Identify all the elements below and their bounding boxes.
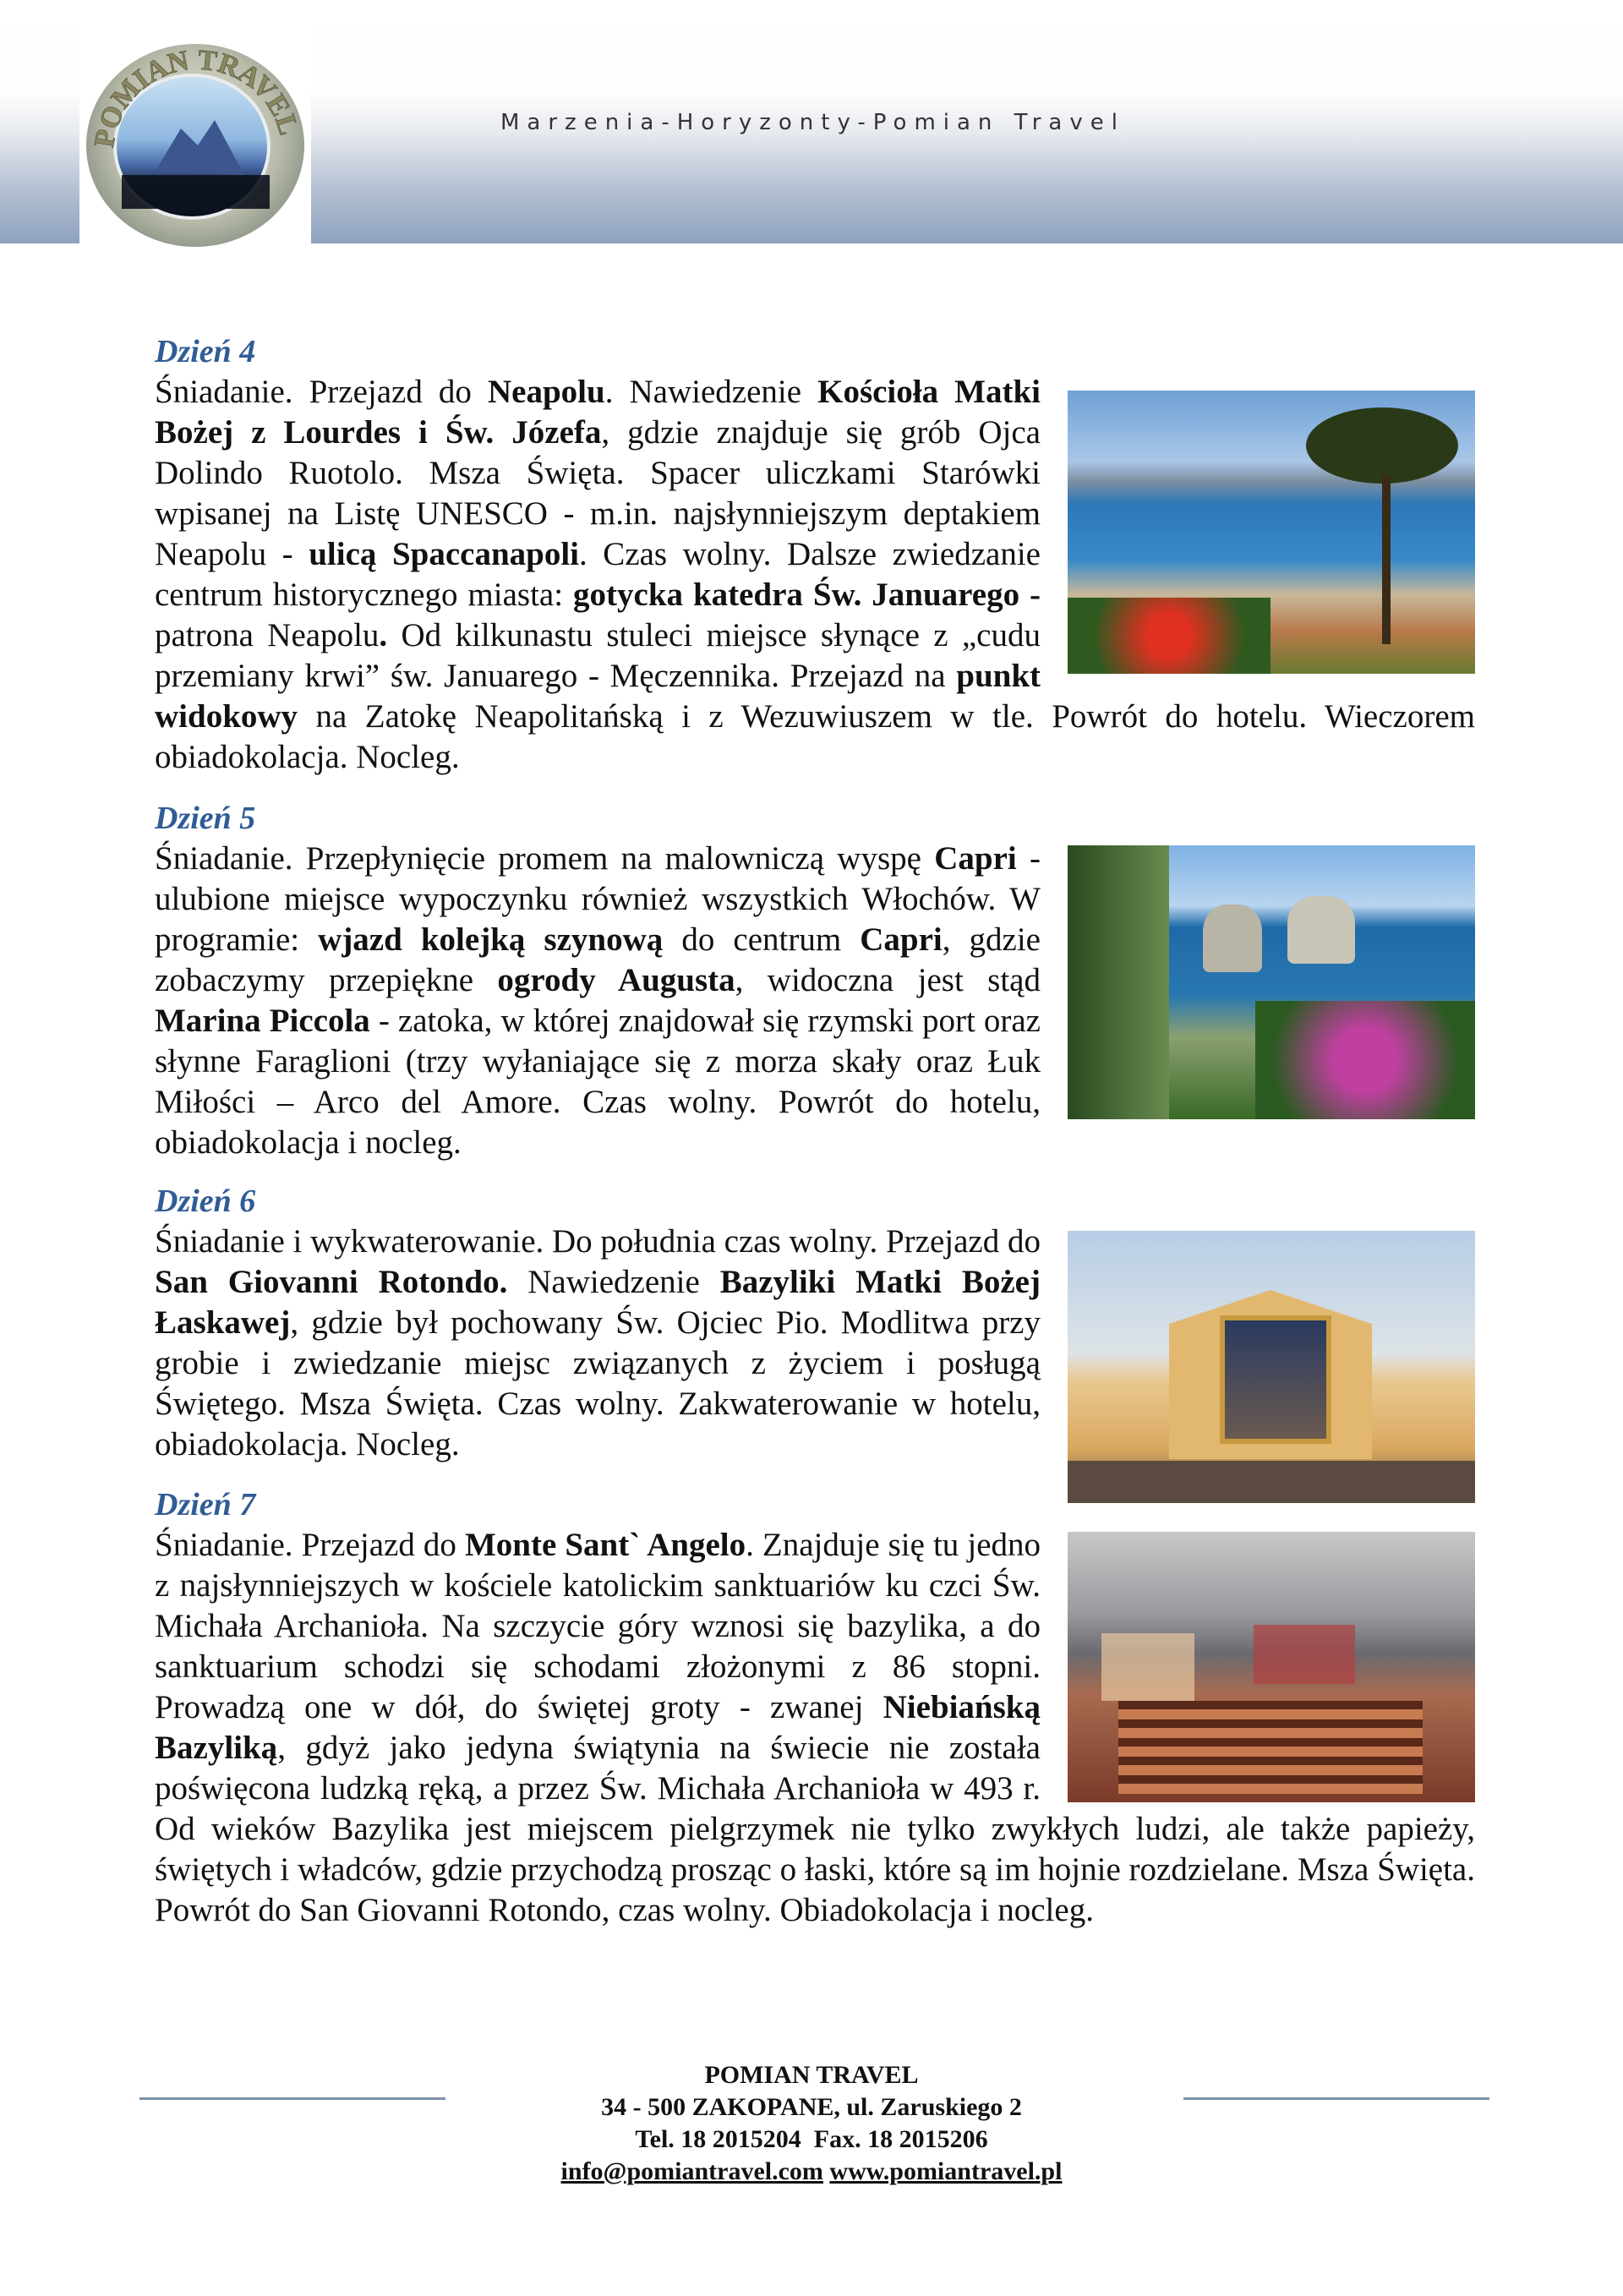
tagline: Marzenia-Horyzonty-Pomian Travel bbox=[500, 110, 1125, 135]
bold-text-run: ulicą Spaccanapoli bbox=[309, 536, 579, 572]
day-4-section bbox=[155, 331, 1475, 778]
bold-text-run: Bazyliki Matki Bożej Łaskawej bbox=[155, 1264, 1041, 1341]
text-run: Śniadanie. Przejazd do bbox=[155, 374, 488, 410]
text-run: Śniadanie. Przejazd do bbox=[155, 1527, 465, 1563]
day-5-title: Dzień 5 bbox=[155, 801, 256, 836]
footer-company: POMIAN TRAVEL bbox=[704, 2061, 919, 2089]
text-run: - zatoka, w której znajdował się rzymski port oraz słynne Faraglioni (trzy wyłaniające się z morza skały oraz Łuk Miłości – Arco del Amore. Czas wolny. Powrót do hotelu, obiadokolacja i nocleg. bbox=[155, 1003, 1041, 1161]
pomian-travel-logo bbox=[79, 27, 311, 243]
monte-sant-angelo-grotto-photo bbox=[1068, 1532, 1475, 1802]
text-run: . Czas wolny. Dalsze zwiedzanie centrum historycznego miasta: bbox=[155, 536, 1041, 613]
text-run: , widoczna jest stąd bbox=[735, 962, 1041, 998]
text-run: , gdzie był pochowany Św. Ojciec Pio. Modlitwa przy grobie i zwiedzanie miejsc związanych z życiem i posługą Świętego. Msza Święta. Czas wolny. Zakwaterowanie w hotelu, obiadokolacja. Nocleg. bbox=[155, 1304, 1041, 1462]
text-run: patrona Neapolu bbox=[155, 617, 380, 653]
capri-faraglioni-photo bbox=[1068, 845, 1475, 1119]
bold-text-run: punkt widokowy bbox=[155, 658, 1041, 735]
day-6-title: Dzień 6 bbox=[155, 1184, 256, 1219]
bold-text-run: San Giovanni Rotondo. bbox=[155, 1264, 508, 1300]
text-run: Śniadanie i wykwaterowanie. Do południa czas wolny. Przejazd do bbox=[155, 1223, 1041, 1260]
text-run: . Nawiedzenie bbox=[604, 374, 818, 410]
text-run: Od kilkunastu stuleci miejsce słynące z „cudu przemiany krwi” św. Januarego - Męczennika. Przejazd na bbox=[155, 617, 1041, 694]
san-giovanni-rotondo-basilica-photo bbox=[1068, 1231, 1475, 1503]
text-run: do centrum bbox=[663, 921, 861, 958]
bold-text-run: ogrody Augusta bbox=[497, 962, 735, 998]
text-run: , gdzie zobaczymy przepiękne bbox=[155, 921, 1041, 998]
page-header bbox=[0, 0, 1623, 243]
bold-text-run: Kościoła Matki Bożej z Lourdes i Św. Józefa bbox=[155, 374, 1041, 451]
page-footer bbox=[0, 2059, 1623, 2188]
svg-text:POMIAN TRAVEL: POMIAN TRAVEL bbox=[89, 44, 305, 150]
bold-text-run: Niebiańską Bazyliką bbox=[155, 1689, 1041, 1766]
bold-text-run: Monte Sant` Angelo bbox=[464, 1527, 746, 1563]
text-run: Śniadanie. Przepłynięcie promem na malowniczą wyspę bbox=[155, 840, 935, 877]
bold-text-run: gotycka katedra Św. Januarego - bbox=[573, 577, 1041, 613]
footer-phones: Tel. 18 2015204 Fax. 18 2015206 bbox=[635, 2125, 988, 2153]
day-4-title: Dzień 4 bbox=[155, 334, 256, 369]
footer-address: 34 - 500 ZAKOPANE, ul. Zaruskiego 2 bbox=[601, 2093, 1022, 2121]
day-7-title: Dzień 7 bbox=[155, 1487, 256, 1522]
text-run: Nawiedzenie bbox=[507, 1264, 720, 1300]
footer-website-link[interactable]: www.pomiantravel.pl bbox=[829, 2157, 1063, 2185]
bold-text-run: . bbox=[379, 617, 388, 653]
day-6-section bbox=[155, 1181, 1475, 1503]
naples-bay-photo bbox=[1068, 391, 1475, 674]
footer-email-link[interactable]: info@pomiantravel.com bbox=[560, 2157, 823, 2185]
text-run: , gdyż jako jedyna świątynia na świecie nie została poświęcona ludzką ręką, a przez Św. Michała Archanioła w 493 r. Od wieków Bazylika jest miejscem pielgrzymek nie tylko zwykłych ludzi, ale także papieży, świętych i władców, gdzie przychodzą prosząc o łaski, które są im hojnie rozdzielane. Msza Święta. Powrót do San Giovanni Rotondo, czas wolny. Obiadokolacja i nocleg. bbox=[155, 1730, 1475, 1928]
text-run: . Znajduje się tu jedno z najsłynniejszych w kościele katolickim sanktuariów ku czci Św. Michała Archanioła. Na szczycie góry wznosi się bazylika, a do sanktuarium schodzi się schodami złożonymi z 86 stopni. Prowadzą one w dół, do świętej groty - zwanej bbox=[155, 1527, 1041, 1725]
day-7-section bbox=[155, 1484, 1475, 1931]
bold-text-run: Capri bbox=[934, 840, 1017, 877]
bold-text-run: Marina Piccola bbox=[155, 1003, 370, 1039]
bold-text-run: wjazd kolejką szynową bbox=[318, 921, 664, 958]
text-run: , gdzie znajduje się grób Ojca Dolindo Ruotolo. Msza Święta. Spacer uliczkami Starówki wpisanej na Listę UNESCO - m.in. najsłynniejszym deptakiem Neapolu - bbox=[155, 414, 1041, 572]
bold-text-run: Neapolu bbox=[487, 374, 605, 410]
text-run: na Zatokę Neapolitańską i z Wezuwiuszem w tle. Powrót do hotelu. Wieczorem obiadokolacja. Nocleg. bbox=[155, 698, 1475, 775]
bold-text-run: Capri bbox=[860, 921, 943, 958]
day-5-section bbox=[155, 798, 1475, 1163]
text-run: - ulubione miejsce wypoczynku również wszystkich Włochów. W programie: bbox=[155, 840, 1041, 958]
